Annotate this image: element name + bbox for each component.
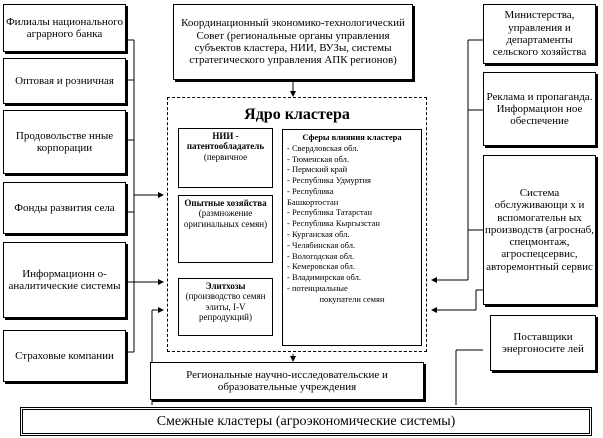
right-box-advertising	[483, 72, 596, 146]
right-box-services-label: Система обслуживающи х и вспомогательн ых производств (агроснаб, спецмонтаж, агроспецсервис, авторемонтный сервис	[485, 186, 594, 273]
bottom-center-institutions	[150, 362, 424, 400]
footer-adjacent-clusters-label: Смежные кластеры (агроэкономические системы)	[156, 413, 456, 429]
left-box-insurance-label: Страховые компании	[15, 349, 114, 362]
core-box-nii	[178, 128, 273, 188]
left-box-trade-label: Оптовая и розничная	[15, 74, 114, 87]
right-box-services	[483, 155, 596, 305]
left-box-corporations	[3, 110, 126, 174]
region-item: покупатели семян	[319, 293, 385, 304]
left-box-insurance	[3, 330, 126, 382]
left-box-bank	[3, 4, 126, 52]
region-item: - Вологодская обл.	[287, 250, 355, 261]
core-box-nii-title: НИИ - патентообладатель	[186, 131, 265, 152]
region-item: - Свердловская обл.	[287, 142, 359, 153]
core-box-elite	[178, 278, 273, 336]
core-box-farms-title: Опытные хозяйства	[184, 198, 267, 208]
footer-adjacent-clusters	[20, 407, 592, 436]
region-item: - Курганская обл.	[287, 229, 350, 240]
left-box-trade	[3, 58, 126, 104]
regions-header: Сферы влияния кластера	[302, 132, 402, 142]
right-box-advertising-label: Реклама и пропаганда. Информацион ное обеспечение	[486, 90, 593, 128]
region-item: Башкортостан	[287, 196, 339, 207]
region-item: - потенциальные	[287, 282, 348, 293]
core-box-regions	[282, 129, 422, 346]
top-center-council	[173, 4, 413, 80]
region-item: - Республика	[287, 185, 334, 196]
right-box-energy-label: Поставщики энергоносите лей	[502, 330, 584, 355]
left-box-info-systems	[3, 242, 126, 318]
region-item: - Челябинская обл.	[287, 239, 356, 250]
region-item: - Республика Удмуртия	[287, 175, 371, 186]
left-box-funds	[3, 182, 126, 234]
right-box-energy	[490, 315, 596, 371]
core-box-farms	[178, 195, 273, 263]
core-box-elite-title: Элитхозы	[205, 281, 246, 291]
top-center-council-label: Координационный экономико-технологический Совет (региональные органы управления субъектов кластера, НИИ, ВУЗы, системы стратегического управления АПК регионов)	[181, 17, 405, 67]
core-box-nii-sub: (первичное	[203, 151, 248, 162]
left-box-bank-label: Филиалы национального аграрного банка	[5, 15, 124, 40]
region-item: - Пермский край	[287, 164, 348, 175]
core-box-farms-sub: (размножение оригинальных семян)	[183, 208, 268, 229]
region-item: - Кемеровская обл.	[287, 261, 355, 272]
region-item: - Владимирская обл.	[287, 272, 362, 283]
region-item: - Тюменская обл.	[287, 153, 349, 164]
left-box-corporations-label: Продовольстве нные корпорации	[15, 129, 114, 154]
region-item: - Республика Кыргызстан	[287, 218, 380, 229]
right-box-ministries	[483, 4, 596, 64]
core-box-elite-sub: (производство семян элиты, I-V репродукций)	[185, 291, 266, 323]
bottom-center-institutions-label: Региональные научно-исследовательские и образовательные учреждения	[186, 368, 388, 393]
left-box-info-systems-label: Информационн о-аналитические системы	[8, 267, 121, 292]
region-item: - Республика Татарстан	[287, 207, 373, 218]
right-box-ministries-label: Министерства, управления и департаменты сельского хозяйства	[492, 9, 587, 59]
cluster-core-title: Ядро кластера	[244, 106, 350, 123]
left-box-funds-label: Фонды развития села	[14, 201, 115, 214]
